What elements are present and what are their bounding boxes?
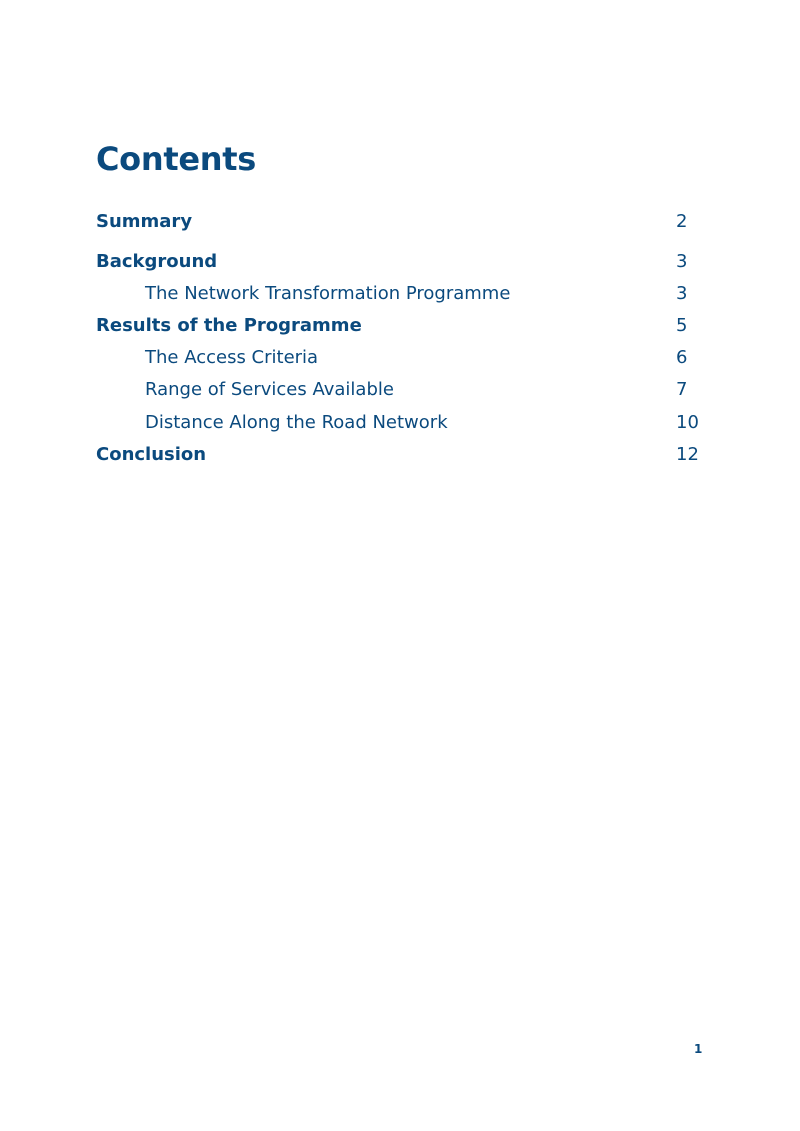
toc-entry-label: Summary bbox=[96, 211, 193, 232]
page-title: Contents bbox=[96, 140, 256, 178]
toc-entry-page: 6 bbox=[676, 347, 688, 368]
toc-entry-label: Distance Along the Road Network bbox=[145, 412, 448, 433]
toc-entry-label: Conclusion bbox=[96, 444, 207, 465]
toc-entry-conclusion[interactable] bbox=[96, 442, 716, 468]
toc-entry-network-transformation-programme[interactable] bbox=[96, 281, 716, 307]
toc-entry-distance-along-road-network[interactable] bbox=[96, 410, 716, 436]
toc-entry-page: 3 bbox=[676, 283, 688, 304]
toc-entry-label: The Access Criteria bbox=[145, 347, 319, 368]
toc-entry-range-of-services[interactable] bbox=[96, 377, 716, 403]
page-number: 1 bbox=[694, 1042, 703, 1056]
toc-entry-results-of-the-programme[interactable] bbox=[96, 313, 716, 339]
toc-entry-page: 3 bbox=[676, 251, 688, 272]
toc-entry-access-criteria[interactable] bbox=[96, 345, 716, 371]
toc-entry-label: Results of the Programme bbox=[96, 315, 362, 336]
toc-entry-page: 5 bbox=[676, 315, 688, 336]
toc-entry-page: 2 bbox=[676, 211, 688, 232]
toc-entry-page: 7 bbox=[676, 379, 688, 400]
toc-entry-page: 12 bbox=[676, 444, 699, 465]
toc-entry-summary[interactable] bbox=[96, 209, 716, 235]
toc-entry-background[interactable] bbox=[96, 249, 716, 275]
toc-entry-page: 10 bbox=[676, 412, 699, 433]
table-of-contents bbox=[96, 0, 716, 1131]
toc-entry-label: Background bbox=[96, 251, 218, 272]
toc-entry-label: The Network Transformation Programme bbox=[145, 283, 511, 304]
toc-entry-label: Range of Services Available bbox=[145, 379, 394, 400]
